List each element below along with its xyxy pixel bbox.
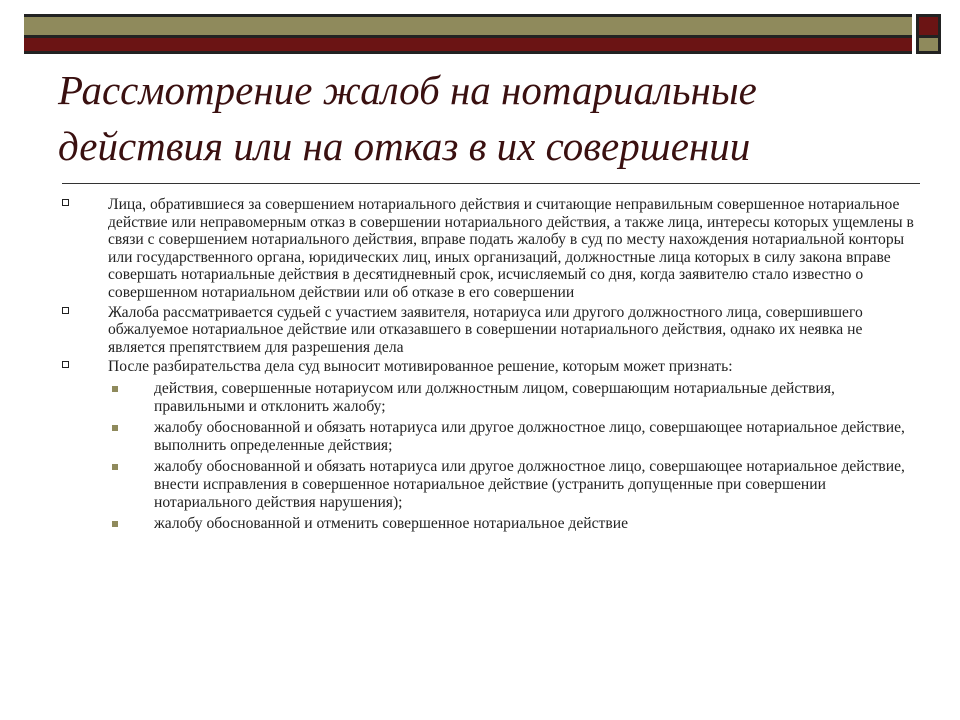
header-decoration	[24, 14, 944, 56]
filled-square-bullet-icon	[112, 386, 118, 392]
sub-bullet-item	[58, 458, 918, 511]
bullet-text: После разбирательства дела суд выносит мотивированное решение, которым может признать:	[108, 358, 733, 376]
title-line-2: действия или на отказ в их совершении	[58, 123, 751, 169]
sub-bullet-text: жалобу обоснованной и отменить совершенное нотариальное действие	[154, 515, 628, 533]
dark-red-square	[916, 14, 941, 38]
bullet-item	[58, 196, 918, 302]
dark-red-bar	[24, 38, 912, 54]
sub-bullet-item	[58, 419, 918, 454]
olive-bar	[24, 14, 912, 38]
title-line-1: Рассмотрение жалоб на нотариальные	[58, 67, 757, 113]
title-divider	[62, 183, 920, 184]
bullet-item	[58, 304, 918, 357]
olive-square	[916, 38, 941, 54]
bullet-text: Жалоба рассматривается судьей с участием заявителя, нотариуса или другого должностного лица, совершившего обжалуемое нотариальное действие или отказавшего в совершении нотариального действия, однако их неявка не является препятствием для разрешения дела	[108, 303, 863, 356]
filled-square-bullet-icon	[112, 521, 118, 527]
hollow-square-bullet-icon	[62, 361, 69, 368]
sub-bullet-item	[58, 380, 918, 415]
filled-square-bullet-icon	[112, 464, 118, 470]
bullet-item	[58, 358, 918, 376]
hollow-square-bullet-icon	[62, 199, 69, 206]
filled-square-bullet-icon	[112, 425, 118, 431]
sub-bullet-text: действия, совершенные нотариусом или должностным лицом, совершающим нотариальные действия, правильными и отклонить жалобу;	[154, 379, 835, 415]
sub-bullet-text: жалобу обоснованной и обязать нотариуса или другое должностное лицо, совершающее нотариальное действие, внести исправления в совершенное нотариальное действие (устранить допущенные при совершении нотариального действия нарушения);	[154, 458, 905, 511]
sub-bullet-text: жалобу обоснованной и обязать нотариуса или другое должностное лицо, совершающее нотариальное действие, выполнить определенные действия;	[154, 419, 905, 454]
bullet-text: Лица, обратившиеся за совершением нотариального действия и считающие неправильным совершенное нотариальное действие или неправомерным отказ в совершении нотариального действия, а также лица, интересы которых ущемлены в связи с совершением нотариального действия, вправе подать жалобу в суд по месту нахождения нотариальной конторы или государственного органа, юридических лиц, иных организаций, должностные лица которых в силу закона вправе совершать нотариальные действия в десятидневный срок, исчисляемый со дня, когда заявителю стало известно о совершенном нотариальном действии или об отказе в его совершении	[108, 196, 914, 301]
hollow-square-bullet-icon	[62, 307, 69, 314]
slide-body	[58, 196, 918, 536]
sub-bullet-item	[58, 515, 918, 533]
slide-title	[58, 62, 918, 174]
